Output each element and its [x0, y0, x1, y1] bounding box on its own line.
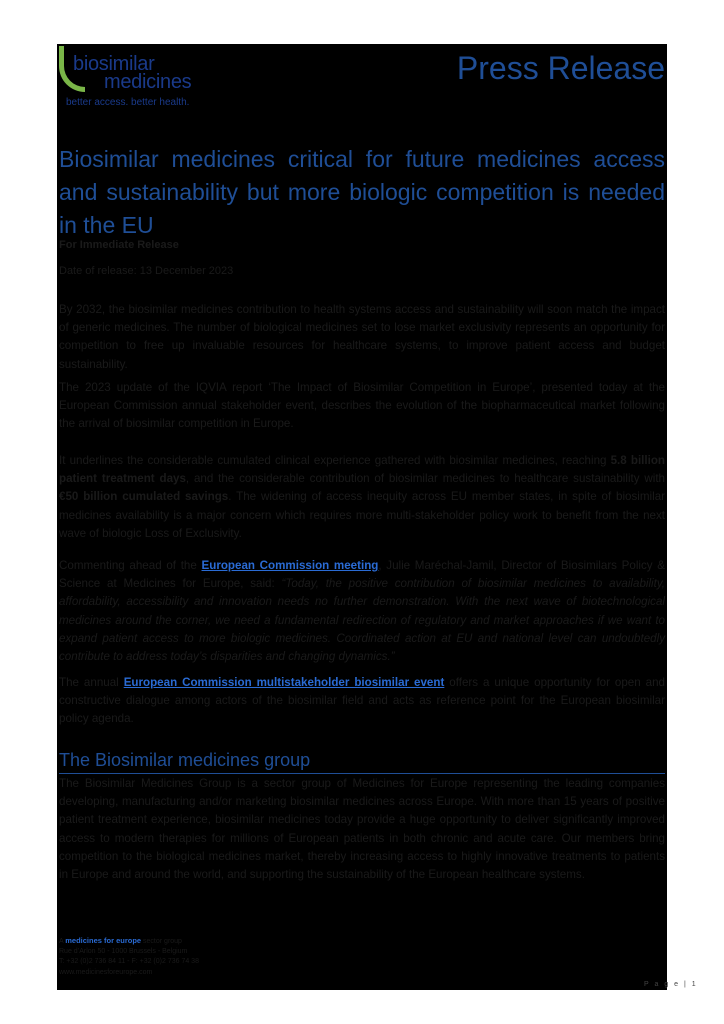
- section-paragraph: The Biosimilar Medicines Group is a sector group of Medicines for Europe representing the leading companies developing, manufacturing and/or marketing biosimilar medicines across Europe. With more than 15 years of positive patient treatment experience, biosimilar medicines today provide a huge opportunity to deliver significantly improved access to modern therapies for millions of European patients in both chronic and acute care. Our members bring competition to the biological medicines market, thereby increasing access to highly innovative treatments to patients in Europe and around the world, and supporting the sustainability of the European healthcare systems.: [59, 777, 665, 882]
- paragraph-3-text-e: . The widening of access inequity across EU member states, in spite of biosimilar medicines availability is a major concern which requires more multi-stakeholder policy work to benefit from the next wave of biologic Loss of Exclusivity.: [59, 490, 665, 540]
- press-release-page: [57, 44, 667, 990]
- director-quote: “Today, the positive contribution of biosimilar medicines to availability, affordability, accessibility and innovation needs no further demonstration. With the next wave of biotechnological medicines around the corner, we need a fundamental redirection of regulatory and market approaches if we want to expand patient access to more biologic medicines. Coordinated action at EU and national level can undoubtedly contribute to address today’s disparities and changing dynamics.”: [59, 577, 666, 664]
- european-commission-meeting-link[interactable]: European Commission meeting: [201, 559, 379, 572]
- paragraph-5-text-b: offers a unique opportunity for open and constructive dialogue among actors of the biosimilar field and acts as reference point for the European biosimilar policy agenda.: [59, 676, 665, 726]
- footer-suffix: sector group: [141, 938, 182, 945]
- patient-days-highlight: 5.8 billion patient treatment days: [59, 454, 665, 486]
- paragraph-3-text-c: , and the considerable contribution of biosimilar medicines to healthcare sustainability with: [185, 472, 665, 486]
- footer-prefix: A: [59, 938, 66, 945]
- footer-address: Rue d’Arlon 50 - 1000 Brussels - Belgium: [59, 948, 188, 955]
- document-type-title: Press Release: [456, 50, 665, 86]
- paragraph-5: [59, 674, 665, 729]
- page-number: P a g e | 1: [644, 981, 698, 988]
- paragraph-3-text-a: It underlines the considerable cumulated clinical experience gathered with biosimilar medicines, reaching: [59, 454, 611, 467]
- medicines-for-europe-brand: medicines for europe: [65, 936, 142, 945]
- paragraph-5-text-a: The annual: [59, 676, 124, 689]
- paragraph-2: The 2023 update of the IQVIA report ‘The Impact of Biosimilar Competition in Europe’, presented today at the European Commission annual stakeholder event, describes the evolution of the biopharmaceutical market following the arrival of biosimilar competition in Europe.: [59, 381, 665, 431]
- paragraph-3: [59, 452, 665, 543]
- paragraph-4-text-a: Commenting ahead of the: [59, 559, 202, 572]
- logo-line-1: biosimilar: [73, 53, 155, 75]
- multistakeholder-event-link[interactable]: European Commission multistakeholder biosimilar event: [123, 676, 445, 689]
- paragraph-4-text-b: , Julie Maréchal-Jamil, Director of Biosimilars Policy & Science at Medicines for Europe, said:: [59, 559, 666, 591]
- paragraph-1: By 2032, the biosimilar medicines contribution to health systems access and sustainability will soon match the impact of generic medicines. The number of biological medicines set to lose market exclusivity represents an opportunity for competition to free up invaluable resources for healthcare systems, to improve patient access and budget sustainability.: [59, 303, 665, 371]
- footer-phone: T: +32 (0)2 736 84 11 - F: +32 (0)2 736 74 38: [59, 958, 199, 965]
- logo-line-2: medicines: [104, 71, 192, 93]
- headline: Biosimilar medicines critical for future medicines access and sustainability but more biologic competition is needed in the EU: [59, 146, 665, 238]
- footer-website[interactable]: www.medicinesforeurope.com: [59, 969, 153, 976]
- release-date: Date of release: 13 December 2023: [59, 265, 234, 277]
- release-label: For Immediate Release: [59, 239, 179, 251]
- footer-sector-group: [59, 936, 182, 946]
- paragraph-4: [59, 557, 665, 666]
- section-title: The Biosimilar medicines group: [59, 747, 665, 774]
- logo-tagline: better access. better health.: [66, 97, 190, 108]
- savings-highlight: €50 billion cumulated savings: [59, 490, 229, 504]
- biosimilar-medicines-logo: [59, 46, 209, 112]
